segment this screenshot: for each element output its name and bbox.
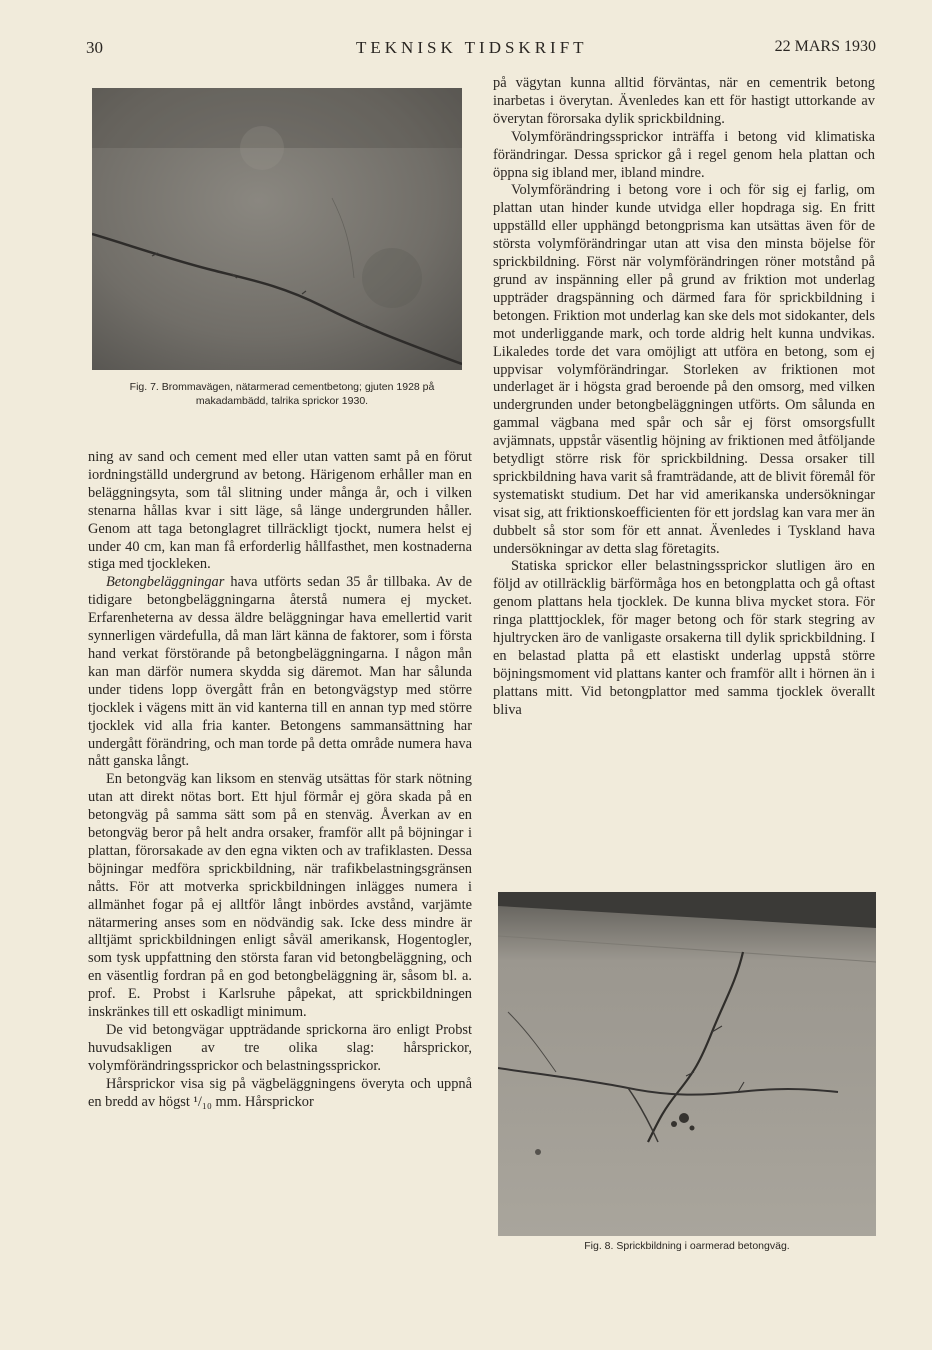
- left-paragraph-5-text-b: mm. Hårsprickor: [211, 1093, 314, 1110]
- figure-7-caption: [100, 380, 464, 408]
- fraction: ¹/₁₀: [193, 1093, 212, 1110]
- right-paragraph-4: Statiska sprickor eller belastningssprickor slutligen äro en följd av otillräcklig bärförmåga hos en betongplatta och gå oftast genom plattans hela tjocklek. De kunna bliva mycket stora. För ringa platttjocklek, för mager betong och för stark stegring av hjultrycken äro de vanligaste orsakerna till dylik sprickbildning. I en belastad platta på ett elastiskt underlag uppstå större böjningsmoment vid plattans kanter och framför allt i hörnen än i plattans mitt. Vid betongplattor med samma tjocklek överallt bliva: [493, 558, 875, 718]
- figure-8-caption: Fig. 8. Sprickbildning i oarmerad betongväg.: [584, 1240, 790, 1252]
- italic-term: Betongbeläggningar: [106, 574, 225, 591]
- left-paragraph-2-text: hava utförts sedan 35 år tillbaka. Av de tidigare betongbeläggningarna återstå numera ej mycket. Erfarenheterna av dessa äldre beläggningar hava emellertid varit synnerligen värdefulla, då man lärt känna de faktorer, som i första hand verkat förstörande på betongbeläggningarna. I någon mån kan man därför numera skydda sig däremot. Man har sålunda under tidens lopp övergått från en betongvägstyp med större tjocklek i vägens mitt än vid kanterna till en annan typ med större tjocklek vid alla fria kanter. Betongens sammansättning har undergått förändring, och man torde på detta område numera hava nått ganska långt.: [88, 574, 472, 770]
- left-paragraph-5: [88, 1076, 472, 1112]
- page-header: [86, 38, 876, 62]
- right-column: [493, 75, 875, 720]
- figure-7-photo: [92, 88, 462, 370]
- left-paragraph-5-text-a: Hårsprickor visa sig på vägbeläggningens överyta och uppnå en bredd av högst: [88, 1075, 472, 1110]
- figure-7-caption-line-2: makadambädd, talrika sprickor 1930.: [195, 395, 369, 407]
- right-paragraph-3: Volymförändring i betong vore i och för sig ej farlig, om plattan utan hinder kunde utvidga eller hopdraga sig. En fritt uppställd eller upphängd betongprisma kan utsättas även för de största volymförändringar utan att visa den minsta böjelse för sprickbildning. Först när volymförändringen röner motstånd på grund av inspänning eller på grund av friktion mot underlag uppträder dragspänning och därmed fara för sprickbildning i betongen. Friktion mot underlag kan ske dels mot sidokanter, dels mot underliggande mark, och torde aldrig helt kunna undvikas. Likaledes torde det vara omöjligt att utföra en betong, som ej uppvisar volymförändringar. Storleken av friktionen mot underlaget är i högsta grad beroende på den omsorg, med vilken undergrunden under betongbeläggningen utförts. Om sålunda en gammal vägbana med spår och sår ej först omsorgsfullt avjämnats, uppstår väsentlig höjning av friktionen med åtföljande betydligt större risk för sprickbildning. Dessa orsaker till sprickbildning hava varit så framträdande, att de blivit föremål för systematiskt studium. Det har vid amerikanska undersökningar visat sig, att friktionskoefficienten för ett jordslag kan vara mer än dubbelt så stor som för ett annat. Ävenledes i Tyskland hava undersökningar av detta slag företagits.: [493, 182, 875, 557]
- left-paragraph-1: ning av sand och cement med eller utan vatten samt på en förut iordningställd undergrund av betong. Härigenom erhåller man en beläggningsyta, som tål slitning under många år, och i vilken stenarna hållas kvar i sitt läge, så länge undergrunden håller. Genom att taga betonglagret tillräckligt tjockt, numera helst ej under 40 cm, kan man få erforderlig hållfasthet, men kostnaderna stiga med tjockleken.: [88, 449, 472, 573]
- issue-date: 22 MARS 1930: [774, 38, 876, 55]
- left-paragraph-4: De vid betongvägar uppträdande sprickorna äro enligt Probst huvudsakligen av tre olika slag: hårsprickor, volymförändringssprickor och belastningssprickor.: [88, 1022, 472, 1074]
- right-paragraph-1: på vägytan kunna alltid förväntas, när en cementrik betong inarbetas i överytan. Ävenledes kan ett för hastigt uttorkande av överytan förorsaka dylik sprickbildning.: [493, 75, 875, 127]
- left-column: [88, 449, 472, 1112]
- left-paragraph-2: [88, 574, 472, 771]
- figure-8-photo: [498, 892, 876, 1236]
- left-paragraph-3: En betongväg kan liksom en stenväg utsättas för stark nötning utan att direkt nötas bort. Ett hjul förmår ej göra skada på en betongväg på samma sätt som på en stenväg. Åverkan av en betongväg beror på helt andra orsaker, framför allt på böjningar i plattan, förorsakade av den egna vikten och av trafiklasten. Dessa böjningar medföra sprickbildning, när trafikbelastningsgränsen nåtts. För att motverka sprickbildningen inlägges numera i allmänhet fogar på ej alltför långt inbördes avstånd, varjämte nätarmering anses som en nödvändig sak. Icke dess mindre är alltjämt sprickbildningen enligt såväl amerikansk, Hogentogler, som tysk uppfattning den största faran vid betongbeläggning, och en väsentlig fordran på en god betongbeläggning är, såsom bl. a. prof. E. Probst i Karlsruhe påpekat, att sprickbildningen inskränkes till ett oskadligt minimum.: [88, 771, 472, 1021]
- figure-7-caption-line-1: Fig. 7. Brommavägen, nätarmerad cementbetong; gjuten 1928 på: [129, 381, 435, 393]
- journal-title: TEKNISK TIDSKRIFT: [356, 38, 588, 57]
- right-paragraph-2: Volymförändringssprickor inträffa i betong vid klimatiska förändringar. Dessa sprickor gå i regel genom hela plattan och öppna sig ibland mer, ibland mindre.: [493, 128, 875, 181]
- page-number: 30: [86, 38, 103, 57]
